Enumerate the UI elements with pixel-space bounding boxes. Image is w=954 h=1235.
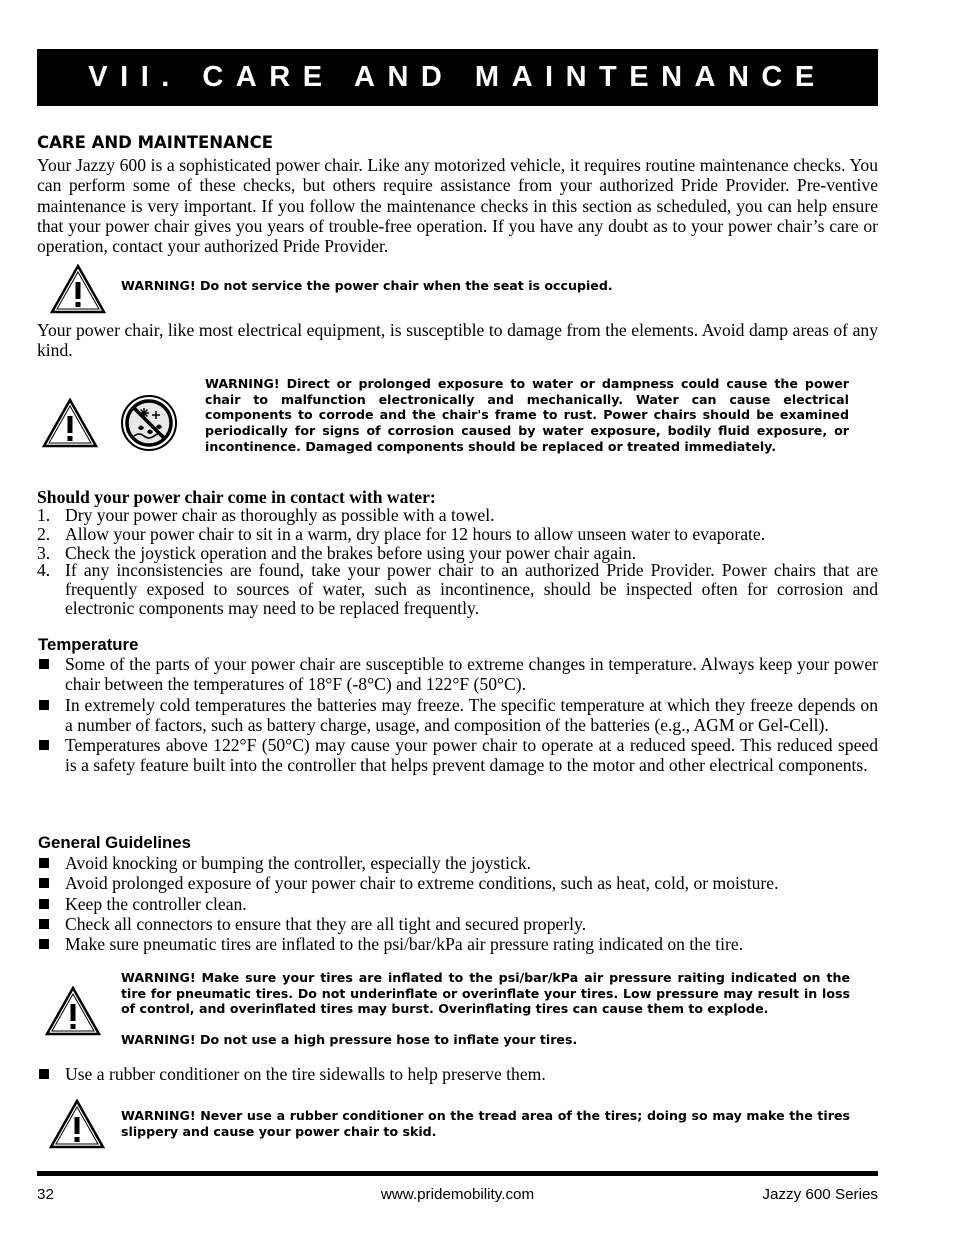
- footer-rule: [37, 1171, 878, 1176]
- warning-triangle-icon: [50, 264, 106, 314]
- chapter-title-banner: VII. CARE AND MAINTENANCE: [37, 49, 878, 106]
- warning-conditioner: WARNING! Never use a rubber conditioner on the tread area of the tires; doing so may make the tires slippery and cause your power chair to skid.: [121, 1108, 850, 1139]
- list-item: In extremely cold temperatures the batteries may freeze. The specific temperature at which they freeze depends on a number of factors, such as battery charge, usage, and composition of the batteries (e.g., AGM or Gel-Cell).: [37, 695, 878, 736]
- guidelines-list: [37, 853, 878, 954]
- list-item: Some of the parts of your power chair are susceptible to extreme changes in temperature. Always keep your power chair between the temperatures of 18°F (-8°C) and 122°F (50°C).: [37, 654, 878, 695]
- water-subheading: Should your power chair come in contact with water:: [37, 487, 436, 507]
- warning-triangle-icon: [42, 398, 98, 448]
- bullet-square-icon: [39, 858, 49, 868]
- bullet-square-icon: [39, 1069, 49, 1079]
- list-item: Temperatures above 122°F (50°C) may cause your power chair to operate at a reduced speed. This reduced speed is a safety feature built into the controller that helps prevent damage to the motor and other electrical components.: [37, 735, 878, 776]
- water-steps-list: [37, 505, 878, 618]
- bullet-square-icon: [39, 659, 49, 669]
- list-item: 2. Allow your power chair to sit in a warm, dry place for 12 hours to allow unseen water to evaporate.: [37, 523, 766, 544]
- list-item: Make sure pneumatic tires are inflated to the psi/bar/kPa air pressure rating indicated on the tire.: [37, 934, 878, 954]
- warning-water: WARNING! Direct or prolonged exposure to water or dampness could cause the power chair to malfunction electronically and mechanically. Water can cause electrical components to corrode and the chair's frame to rust. Power chairs should be examined periodically for signs of corrosion caused by water exposure, bodily fluid exposure, or incontinence. Damaged components should be replaced or treated immediately.: [205, 376, 849, 454]
- bullet-square-icon: [39, 899, 49, 909]
- water-snow-exposure-icon: [120, 394, 178, 452]
- page-number: 32: [37, 1186, 54, 1203]
- guidelines-heading: General Guidelines: [38, 833, 191, 852]
- bullet-square-icon: [39, 878, 49, 888]
- bullet-square-icon: [39, 700, 49, 710]
- bullet-square-icon: [39, 919, 49, 929]
- manual-page: [37, 0, 878, 1235]
- warning-tires: WARNING! Make sure your tires are inflated to the psi/bar/kPa air pressure raiting indicated on the tire for pneumatic tires. Do not underinflate or overinflate your tires. Low pressure may result in loss of control, and overinflated tires may burst. Overinflating tires can cause them to explode.: [121, 970, 850, 1017]
- list-item: Keep the controller clean.: [37, 894, 878, 914]
- elements-paragraph: Your power chair, like most electrical equipment, is susceptible to damage from the elements. Avoid damp areas of any kind.: [37, 320, 878, 361]
- section-heading: CARE AND MAINTENANCE: [37, 133, 274, 152]
- warning-triangle-icon: [49, 1099, 105, 1149]
- bullet-square-icon: [39, 740, 49, 750]
- temperature-list: [37, 654, 878, 776]
- list-item: 3. Check the joystick operation and the brakes before using your power chair again.: [37, 542, 637, 563]
- list-item: Use a rubber conditioner on the tire sidewalls to help preserve them.: [37, 1064, 878, 1084]
- intro-paragraph: Your Jazzy 600 is a sophisticated power chair. Like any motorized vehicle, it requires routine maintenance checks. You can perform some of these checks, but others require assistance from your authorized Pride Provider. Pre-ventive maintenance is very important. If you follow the maintenance checks in this section as scheduled, you can help ensure that your power chair gives you years of trouble-free operation. If you have any doubt as to your power chair’s care or operation, contact your authorized Pride Provider.: [37, 155, 878, 257]
- list-item: 1. Dry your power chair as thoroughly as possible with a towel.: [37, 505, 495, 525]
- list-item: Avoid prolonged exposure of your power chair to extreme conditions, such as heat, cold, or moisture.: [37, 873, 878, 893]
- footer-series: Jazzy 600 Series: [762, 1186, 878, 1203]
- warning-occupied: WARNING! Do not service the power chair when the seat is occupied.: [121, 278, 613, 293]
- warning-triangle-icon: [45, 986, 101, 1036]
- list-item: Avoid knocking or bumping the controller, especially the joystick.: [37, 853, 878, 873]
- footer-website: www.pridemobility.com: [380, 1186, 535, 1203]
- list-item: Check all connectors to ensure that they are all tight and secured properly.: [37, 914, 878, 934]
- list-item: 4. If any inconsistencies are found, take your power chair to an authorized Pride Provider. Power chairs that are frequently exposed to sources of water, such as incontinence, should be inspected often for corrosion and electronic components may need to be replaced frequently.: [37, 560, 878, 619]
- warning-hose: WARNING! Do not use a high pressure hose to inflate your tires.: [121, 1032, 578, 1047]
- bullet-square-icon: [39, 939, 49, 949]
- conditioner-list: [37, 1064, 878, 1084]
- temperature-heading: Temperature: [38, 635, 139, 654]
